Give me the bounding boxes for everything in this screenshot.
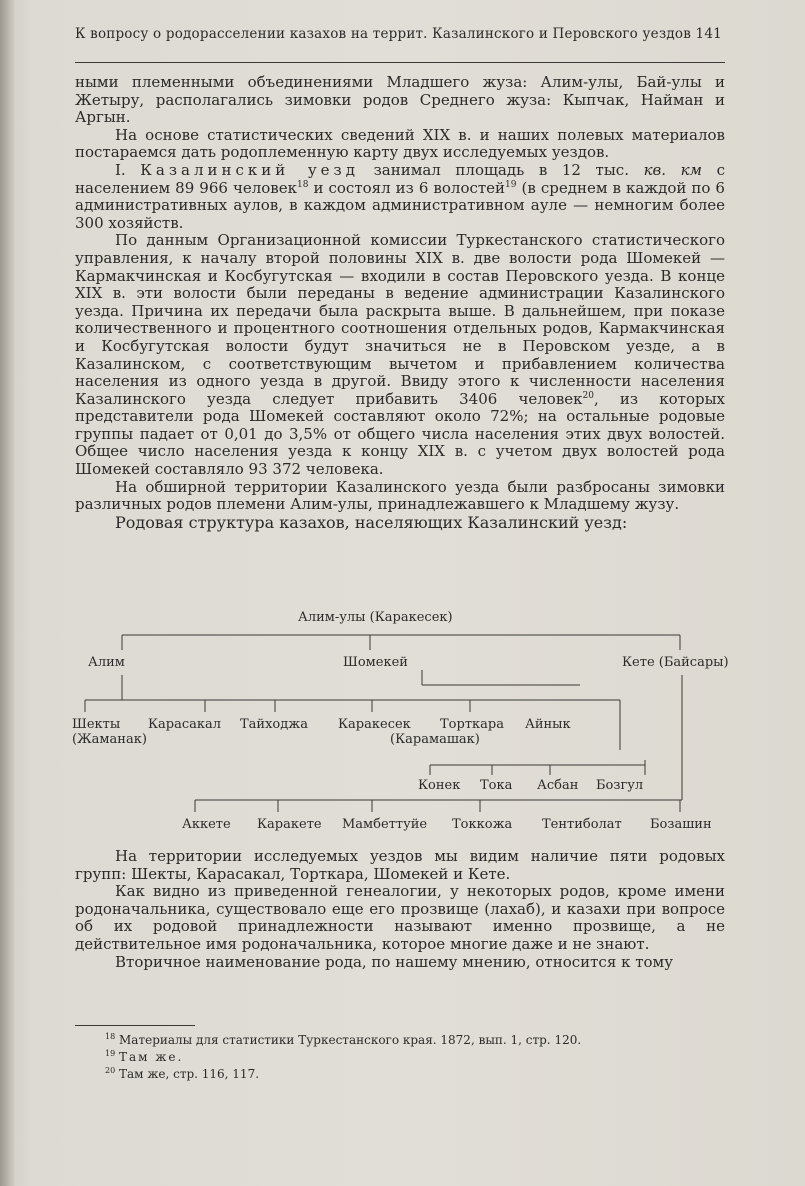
- genealogy-diagram: [60, 600, 740, 845]
- paragraph-9: Вторичное наименование рода, по нашему мнению, относится к тому: [115, 952, 674, 971]
- footnote-text: Материалы для статистики Туркестанского края. 1872, вып. 1, стр. 120.: [119, 1033, 582, 1047]
- node-karasakal: Карасакал: [148, 717, 222, 732]
- footnote-19: [105, 1050, 183, 1064]
- node-tentibolat: Тентиболат: [542, 817, 622, 832]
- node-karakete: Каракете: [257, 817, 322, 832]
- paragraph-4: [75, 232, 725, 478]
- node-karakesek: Каракесек: [338, 717, 411, 732]
- root-node: Алим-улы (Каракесек): [298, 610, 453, 625]
- paragraph-6: Родовая структура казахов, населяющих Казалинский уезд:: [115, 512, 628, 532]
- node-shekty: Шекты: [72, 717, 121, 732]
- footnote-ref-18: 18: [297, 179, 309, 190]
- node-shekty-alias: (Жаманак): [72, 732, 147, 747]
- node-alim: Алим: [88, 655, 125, 670]
- paragraph-5: На обширной территории Казалинского уезда были разбросаны зимовки различных родов племени Алим-улы, принадлежавшего к Младшему жузу.: [75, 477, 725, 514]
- footnote-ref-20: 20: [582, 390, 594, 401]
- footnote-text: Там же.: [119, 1050, 184, 1064]
- node-asban: Асбан: [537, 778, 579, 793]
- node-bozashin: Бозашин: [650, 817, 712, 832]
- upper-text: [75, 74, 725, 531]
- paragraph-8: Как видно из приведенной генеалогии, у некоторых родов, кроме имени родоначальника, существовало еще его прозвище (лахаб), и казахи при вопросе об их родовой принадлежности называют именно прозвище, а не действительное имя родоначальника, которое многие даже и не знают.: [75, 882, 725, 953]
- node-tokkozha: Токкожа: [452, 817, 513, 832]
- page-number: 41: [704, 26, 722, 42]
- uezd-name: Казалинский уезд: [140, 160, 359, 179]
- footnote-20: [105, 1067, 259, 1081]
- footnote-number: 18: [105, 1032, 116, 1041]
- paragraph-2: На основе статистических сведений XIX в. и наших полевых материалов постараемся дать родоплеменную карту двух исследуемых уездов.: [75, 125, 725, 162]
- paragraph-3-text-c: и состоял из 6 волостей: [313, 178, 506, 197]
- node-tortkara-alias: (Карамашак): [390, 732, 480, 747]
- node-mambettuie: Мамбеттуйе: [342, 817, 428, 832]
- footnote-ref-19: 19: [505, 179, 517, 190]
- area-unit: кв. км: [643, 160, 702, 179]
- paragraph-3-text-b: с населением 89 966 человек: [75, 160, 725, 197]
- paragraph-1: ными племенными объединениями Младшего жуза: Алим-улы, Бай-улы и Жетыру, располагались зимовки родов Среднего жуза: Кыпчак, Найман и Аргын.: [75, 73, 725, 127]
- paragraph-4-text-b: , из которых представители рода Шомекей составляют около 72%; на остальные родовые группы падает от 0,01 до 3,5% от общего числа населения этих двух волостей. Общее число населения уезда к концу XIX в. с учетом двух волостей рода Шомекей составляло 93 372 человека.: [75, 389, 725, 479]
- binding-edge: [0, 0, 14, 1186]
- node-shomekei: Шомекей: [343, 655, 408, 670]
- node-toka: Тока: [480, 778, 513, 793]
- running-head: [75, 26, 725, 42]
- node-taikhodzha: Тайходжа: [240, 717, 308, 732]
- paragraph-3: [75, 162, 725, 232]
- footnote-number: 20: [105, 1066, 116, 1075]
- paragraph-4-text-a: По данным Организационной комиссии Туркестанского статистического управления, к началу второй половины XIX в. две волости рода Шомекей — Кармакчинская и Косбугутская — входили в состав Перовского уезда. В конце XIX в. эти волости были переданы в ведение администрации Казалинского уезда. Причина их передачи была раскрыта выше. В дальнейшем, при показе количественного и процентного соотношения отдельных родов, Кармакчинская и Косбугутская волости будут значиться не в Перовском уезде, а в Казалинском, с соответствующим вычетом и прибавлением количества населения из одного уезда в другой. Ввиду этого к численности населения Казалинского уезда следует прибавить 3406 человек: [75, 231, 725, 408]
- header-rule: [75, 62, 725, 63]
- node-kete: Кете (Байсары): [622, 655, 729, 670]
- node-bozgul: Бозгул: [596, 778, 644, 793]
- paragraph-3-text-a: занимал площадь в 12 тыс.: [373, 160, 629, 179]
- node-akkete: Аккете: [182, 817, 231, 832]
- lower-text: [75, 848, 725, 971]
- node-konek: Конек: [418, 778, 461, 793]
- footnote-text: Там же, стр. 116, 117.: [119, 1067, 260, 1081]
- running-title: К вопросу о родорасселении казахов на террит. Казалинского и Перовского уездов 1: [75, 26, 705, 42]
- paragraph-3-text-d: (в среднем в каждой по 6 административных аулов, в каждом административном ауле — немногим более 300 хозяйств.: [75, 178, 725, 232]
- node-ainyk: Айнык: [525, 717, 571, 732]
- node-tortkara: Торткара: [440, 717, 504, 732]
- footnote-number: 19: [105, 1049, 116, 1058]
- paragraph-7: На территории исследуемых уездов мы видим наличие пяти родовых групп: Шекты, Карасакал, Торткара, Шомекей и Кете.: [75, 847, 725, 883]
- section-number: I.: [115, 160, 126, 179]
- footnote-18: [105, 1033, 581, 1047]
- footnote-rule: [75, 1025, 195, 1026]
